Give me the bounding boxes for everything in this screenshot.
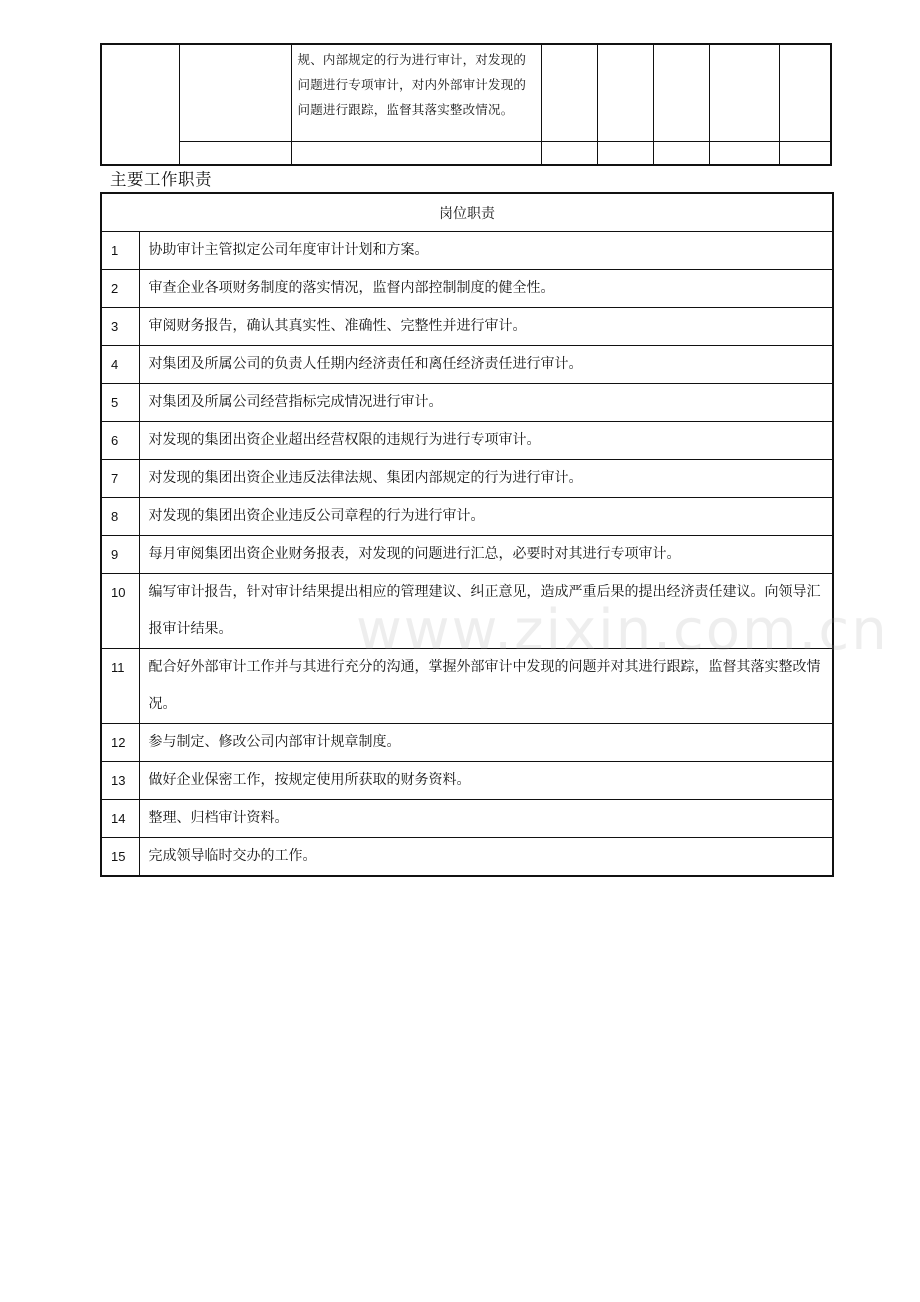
table-row (101, 724, 833, 762)
table-row (101, 498, 833, 536)
duty-number: 7 (101, 460, 139, 498)
duty-text: 完成领导临时交办的工作。 (139, 838, 833, 877)
table-row (101, 270, 833, 308)
empty-cell (779, 141, 831, 165)
duty-text: 审阅财务报告，确认其真实性、准确性、完整性并进行审计。 (139, 308, 833, 346)
duty-text: 对集团及所属公司经营指标完成情况进行审计。 (139, 384, 833, 422)
table-row (101, 308, 833, 346)
duty-number: 8 (101, 498, 139, 536)
duty-number: 3 (101, 308, 139, 346)
merged-category-cell (101, 44, 179, 165)
empty-cell (709, 141, 779, 165)
table-row (101, 536, 833, 574)
duty-text: 对发现的集团出资企业违反法律法规、集团内部规定的行为进行审计。 (139, 460, 833, 498)
duty-number: 10 (101, 574, 139, 649)
duty-number: 1 (101, 232, 139, 270)
duty-number: 15 (101, 838, 139, 877)
empty-cell (597, 44, 653, 141)
table-row (101, 649, 833, 724)
duty-number: 5 (101, 384, 139, 422)
table-row (101, 346, 833, 384)
duty-text: 对集团及所属公司的负责人任期内经济责任和离任经济责任进行审计。 (139, 346, 833, 384)
table-row (101, 574, 833, 649)
table-row (101, 384, 833, 422)
duty-number: 12 (101, 724, 139, 762)
duty-text: 协助审计主管拟定公司年度审计计划和方案。 (139, 232, 833, 270)
duty-text: 配合好外部审计工作并与其进行充分的沟通，掌握外部审计中发现的问题并对其进行跟踪，监督其落实整改情况。 (139, 649, 833, 724)
duty-number: 9 (101, 536, 139, 574)
duty-text: 编写审计报告，针对审计结果提出相应的管理建议、纠正意见，造成严重后果的提出经济责任建议。向领导汇报审计结果。 (139, 574, 833, 649)
site-watermark: www.zixin.com.cn (356, 598, 889, 663)
duty-text: 对发现的集团出资企业超出经营权限的违规行为进行专项审计。 (139, 422, 833, 460)
table-row (101, 838, 833, 877)
table-row (101, 460, 833, 498)
duties-table (100, 192, 834, 877)
duties-table-header: 岗位职责 (101, 193, 833, 232)
duty-text: 对发现的集团出资企业违反公司章程的行为进行审计。 (139, 498, 833, 536)
duty-number: 11 (101, 649, 139, 724)
duty-number: 14 (101, 800, 139, 838)
section-heading: 主要工作职责 (110, 170, 212, 189)
continued-responsibility-table (100, 43, 832, 166)
empty-cell (597, 141, 653, 165)
duty-text: 整理、归档审计资料。 (139, 800, 833, 838)
empty-cell (779, 44, 831, 141)
duty-text: 每月审阅集团出资企业财务报表，对发现的问题进行汇总，必要时对其进行专项审计。 (139, 536, 833, 574)
empty-cell (541, 141, 597, 165)
empty-cell (709, 44, 779, 141)
duty-text: 参与制定、修改公司内部审计规章制度。 (139, 724, 833, 762)
responsibility-description: 规、内部规定的行为进行审计，对发现的问题进行专项审计，对内外部审计发现的问题进行跟踪，监督其落实整改情况。 (291, 44, 541, 141)
table-row (101, 800, 833, 838)
duty-number: 4 (101, 346, 139, 384)
duty-number: 13 (101, 762, 139, 800)
duty-text: 审查企业各项财务制度的落实情况，监督内部控制制度的健全性。 (139, 270, 833, 308)
table-row (101, 762, 833, 800)
table-row (101, 422, 833, 460)
empty-cell (653, 44, 709, 141)
empty-cell (653, 141, 709, 165)
duty-number: 2 (101, 270, 139, 308)
empty-cell (541, 44, 597, 141)
duty-number: 6 (101, 422, 139, 460)
empty-cell (291, 141, 541, 165)
duty-text: 做好企业保密工作，按规定使用所获取的财务资料。 (139, 762, 833, 800)
empty-cell (179, 141, 291, 165)
table-row (101, 232, 833, 270)
item-name-cell (179, 44, 291, 141)
